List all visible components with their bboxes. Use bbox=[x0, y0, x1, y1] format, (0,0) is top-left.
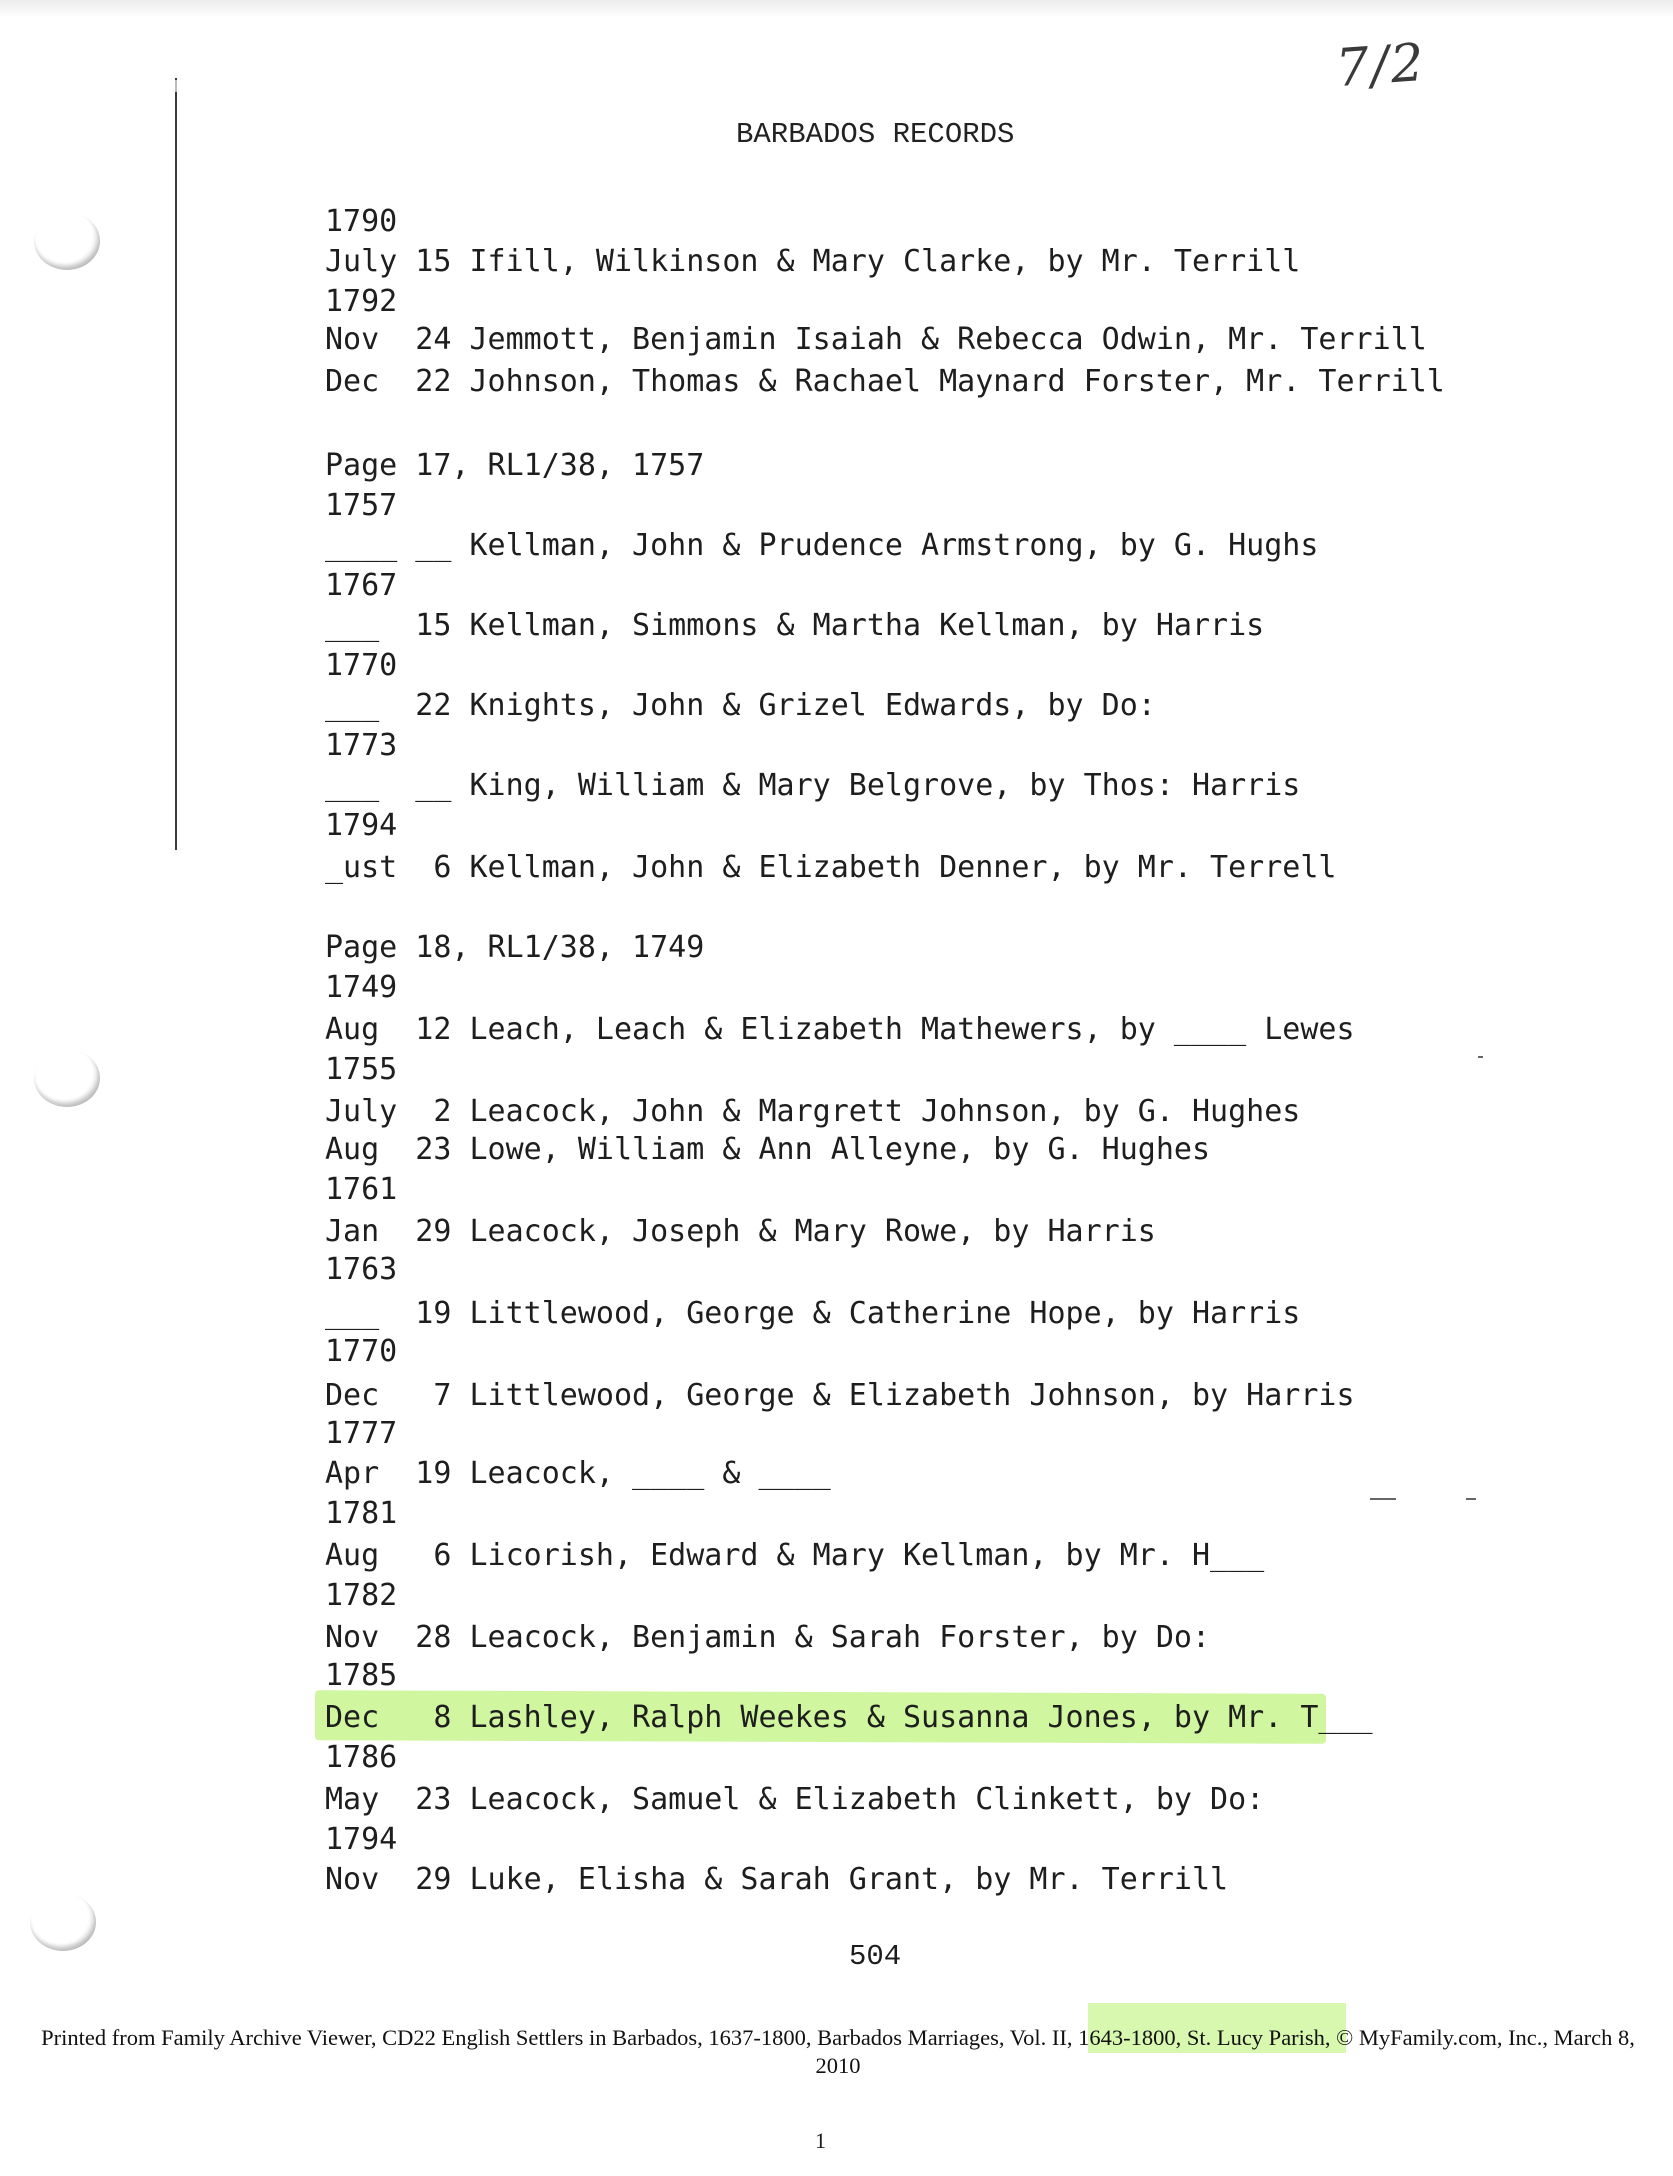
year-line: 1790 bbox=[325, 204, 398, 239]
record-line: Jan 29 Leacock, Joseph & Mary Rowe, by Harris bbox=[325, 1214, 1156, 1249]
scan-speck bbox=[1478, 1056, 1483, 1058]
record-line: Nov 29 Luke, Elisha & Sarah Grant, by Mr. Terrill bbox=[325, 1862, 1229, 1897]
record-line: ___ __ King, William & Mary Belgrove, by Thos: Harris bbox=[325, 768, 1301, 803]
year-line: 1767 bbox=[325, 568, 398, 603]
record-line: July 15 Ifill, Wilkinson & Mary Clarke, by Mr. Terrill bbox=[325, 244, 1301, 279]
sheet-number: 1 bbox=[815, 2128, 826, 2153]
year-line: 1755 bbox=[325, 1052, 398, 1087]
record-line: Aug 6 Licorish, Edward & Mary Kellman, by Mr. H___ bbox=[325, 1538, 1265, 1573]
record-line: Nov 24 Jemmott, Benjamin Isaiah & Rebecca Odwin, Mr. Terrill bbox=[325, 322, 1427, 357]
punch-hole-middle bbox=[34, 1049, 100, 1107]
record-line: ____ __ Kellman, John & Prudence Armstrong, by G. Hughs bbox=[325, 528, 1319, 563]
handwritten-page-note: 7/2 bbox=[1334, 32, 1428, 100]
record-line: Dec 22 Johnson, Thomas & Rachael Maynard Forster, Mr. Terrill bbox=[325, 364, 1445, 399]
record-line: ___ 15 Kellman, Simmons & Martha Kellman, by Harris bbox=[325, 608, 1265, 643]
year-line: 1777 bbox=[325, 1416, 398, 1451]
record-line: Aug 12 Leach, Leach & Elizabeth Mathewers, by ____ Lewes bbox=[325, 1012, 1355, 1047]
highlighted-record-line: Dec 8 Lashley, Ralph Weekes & Susanna Jones, by Mr. T___ bbox=[325, 1700, 1373, 1735]
year-line: 1770 bbox=[325, 648, 398, 683]
year-line: 1761 bbox=[325, 1172, 398, 1207]
year-line: 1782 bbox=[325, 1578, 398, 1613]
record-line: ___ 19 Littlewood, George & Catherine Hope, by Harris bbox=[325, 1296, 1301, 1331]
document-title: BARBADOS RECORDS bbox=[736, 118, 1015, 151]
record-line: May 23 Leacock, Samuel & Elizabeth Clinkett, by Do: bbox=[325, 1782, 1265, 1817]
scan-speck bbox=[1466, 1498, 1476, 1500]
year-line: 1757 bbox=[325, 488, 398, 523]
page-reference: Page 18, RL1/38, 1749 bbox=[325, 930, 705, 965]
record-line: July 2 Leacock, John & Margrett Johnson, by G. Hughes bbox=[325, 1094, 1301, 1129]
record-line: _ust 6 Kellman, John & Elizabeth Denner, by Mr. Terrell bbox=[325, 850, 1337, 885]
year-line: 1763 bbox=[325, 1252, 398, 1287]
record-line: Dec 7 Littlewood, George & Elizabeth Johnson, by Harris bbox=[325, 1378, 1355, 1413]
page-reference: Page 17, RL1/38, 1757 bbox=[325, 448, 705, 483]
record-line: Nov 28 Leacock, Benjamin & Sarah Forster, by Do: bbox=[325, 1620, 1211, 1655]
year-line: 1785 bbox=[325, 1658, 398, 1693]
print-footer: Printed from Family Archive Viewer, CD22 English Settlers in Barbados, 1637-1800, Barbados Marriages, Vol. II, 1643-1800, St. Lucy Parish, © MyFamily.com, Inc., March 8, 2010 bbox=[41, 2025, 1635, 2078]
year-line: 1786 bbox=[325, 1740, 398, 1775]
year-line: 1749 bbox=[325, 970, 398, 1005]
record-line: Aug 23 Lowe, William & Ann Alleyne, by G. Hughes bbox=[325, 1132, 1211, 1167]
year-line: 1792 bbox=[325, 284, 398, 319]
margin-rule-fade bbox=[175, 80, 177, 92]
year-line: 1770 bbox=[325, 1334, 398, 1369]
punch-hole-top bbox=[34, 212, 100, 270]
year-line: 1781 bbox=[325, 1496, 398, 1531]
punch-hole-bottom bbox=[30, 1893, 96, 1951]
year-line: 1794 bbox=[325, 808, 398, 843]
record-line: ___ 22 Knights, John & Grizel Edwards, by Do: bbox=[325, 688, 1156, 723]
record-line: Apr 19 Leacock, ____ & ____ bbox=[325, 1456, 831, 1491]
margin-rule bbox=[175, 78, 177, 850]
page-number: 504 bbox=[849, 1940, 902, 1973]
year-line: 1794 bbox=[325, 1822, 398, 1857]
scan-speck bbox=[1370, 1498, 1396, 1500]
year-line: 1773 bbox=[325, 728, 398, 763]
scan-top-shadow bbox=[0, 0, 1673, 18]
